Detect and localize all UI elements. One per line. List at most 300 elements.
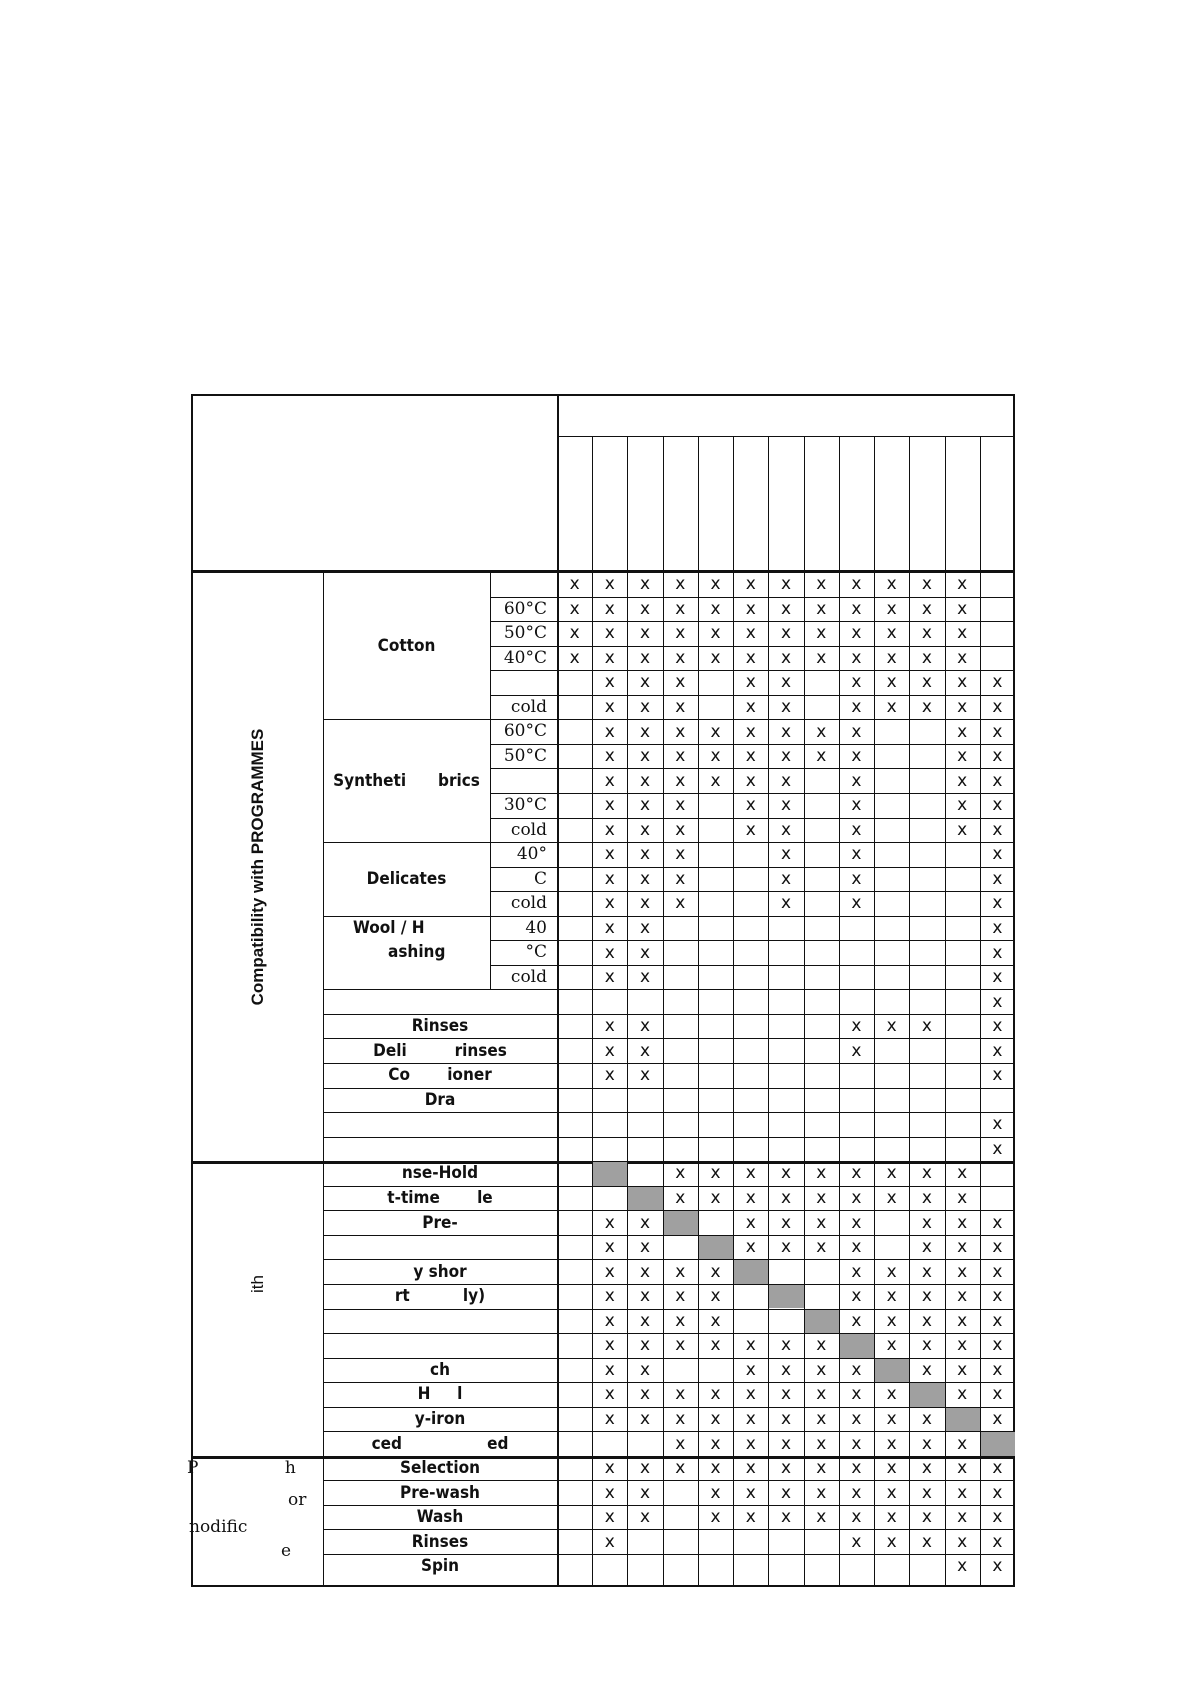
- mark-x: x: [710, 1408, 721, 1429]
- mark-x: x: [710, 721, 721, 742]
- mark-x: x: [640, 697, 651, 718]
- mark-x: x: [675, 844, 686, 865]
- mark-x: x: [604, 1310, 615, 1331]
- mark-x: x: [780, 1188, 792, 1209]
- mark-x: x: [780, 1359, 792, 1380]
- shaded-cell: [699, 1236, 733, 1260]
- mark-x: x: [780, 770, 792, 791]
- mark-x: x: [675, 574, 686, 595]
- mark-x: x: [851, 1016, 862, 1037]
- mark-x: x: [675, 598, 686, 619]
- header-subline: [557, 436, 1015, 437]
- mark-x: x: [640, 795, 651, 816]
- shaded-cell: [981, 1432, 1015, 1456]
- mark-x: x: [992, 893, 1003, 914]
- mark-x: x: [745, 1384, 756, 1405]
- mark-x: x: [569, 647, 580, 668]
- mark-x: x: [851, 1212, 862, 1233]
- mark-x: x: [710, 1188, 721, 1209]
- mark-x: x: [675, 672, 686, 693]
- mark-x: x: [780, 868, 792, 889]
- mark-x: x: [957, 795, 968, 816]
- mark-x: x: [675, 1310, 686, 1331]
- mark-x: x: [957, 1556, 968, 1577]
- mark-x: x: [604, 770, 615, 791]
- mark-x: x: [675, 1261, 686, 1282]
- row-temp: °C: [525, 942, 547, 963]
- mark-x: x: [992, 967, 1003, 988]
- group-cotton: Cotton: [377, 635, 436, 656]
- group-wool-line1: Wool / H: [353, 917, 425, 938]
- mark-x: x: [816, 1212, 827, 1233]
- mark-x: x: [640, 1040, 651, 1061]
- mark-x: x: [780, 1408, 792, 1429]
- mark-x: x: [640, 1065, 651, 1086]
- mark-x: x: [604, 795, 615, 816]
- mark-x: x: [640, 1212, 651, 1233]
- section-options: ith: [248, 1274, 267, 1293]
- shaded-cell: [734, 1260, 768, 1284]
- mark-x: x: [675, 1384, 686, 1405]
- mark-x: x: [604, 647, 615, 668]
- row-line: [490, 965, 1015, 966]
- shaded-cell: [664, 1211, 698, 1235]
- mark-x: x: [710, 1261, 721, 1282]
- mark-x: x: [780, 893, 792, 914]
- row-label: t-time le: [387, 1188, 493, 1209]
- mark-x: x: [780, 1482, 792, 1503]
- group-synthetic: Syntheti brics: [333, 770, 480, 791]
- mark-x: x: [816, 1433, 827, 1454]
- mark-x: x: [886, 574, 897, 595]
- mark-x: x: [745, 721, 756, 742]
- mark-x: x: [992, 746, 1003, 767]
- mark-x: x: [816, 1335, 827, 1356]
- row-temp: cold: [510, 696, 547, 717]
- row-label: rt ly): [394, 1286, 486, 1307]
- mark-x: x: [886, 1335, 897, 1356]
- row-temp: C: [533, 868, 547, 889]
- mark-x: x: [745, 1212, 756, 1233]
- row-temp: 60°C: [503, 721, 547, 742]
- mark-x: x: [745, 770, 756, 791]
- mark-x: x: [921, 1433, 932, 1454]
- row-temp: cold: [510, 819, 547, 840]
- mark-x: x: [992, 1458, 1003, 1479]
- mark-x: x: [745, 1433, 756, 1454]
- mark-x: x: [780, 1507, 792, 1528]
- mark-x: x: [957, 1261, 968, 1282]
- shaded-cell: [593, 1162, 627, 1186]
- row-label: ch: [430, 1359, 450, 1380]
- row-label: Rinses: [411, 1016, 469, 1037]
- mark-x: x: [816, 1482, 827, 1503]
- mark-x: x: [816, 1188, 827, 1209]
- mark-x: x: [816, 1359, 827, 1380]
- mark-x: x: [640, 868, 651, 889]
- mark-x: x: [640, 1507, 651, 1528]
- mark-x: x: [710, 1286, 721, 1307]
- row-temp: 40°C: [503, 647, 547, 668]
- mark-x: x: [992, 770, 1003, 791]
- mark-x: x: [921, 1335, 932, 1356]
- row-line: [323, 916, 1015, 917]
- mark-x: x: [921, 1359, 932, 1380]
- mark-x: x: [886, 1163, 897, 1184]
- mark-x: x: [640, 746, 651, 767]
- mark-x: x: [569, 574, 580, 595]
- mark-x: x: [851, 795, 862, 816]
- mark-x: x: [921, 697, 932, 718]
- mark-x: x: [780, 672, 792, 693]
- mark-x: x: [957, 1237, 968, 1258]
- mark-x: x: [604, 844, 615, 865]
- row-label: y shor: [413, 1261, 467, 1282]
- mark-x: x: [604, 1261, 615, 1282]
- section-modify-text: or: [288, 1490, 307, 1511]
- mark-x: x: [745, 1507, 756, 1528]
- mark-x: x: [957, 1335, 968, 1356]
- mark-x: x: [780, 721, 792, 742]
- mark-x: x: [745, 1335, 756, 1356]
- mark-x: x: [604, 1531, 615, 1552]
- mark-x: x: [710, 1482, 721, 1503]
- mark-x: x: [675, 697, 686, 718]
- mark-x: x: [957, 1359, 968, 1380]
- mark-x: x: [745, 697, 756, 718]
- mark-x: x: [710, 647, 721, 668]
- temp-col-line: [490, 572, 491, 989]
- mark-x: x: [992, 1114, 1003, 1135]
- mark-x: x: [992, 844, 1003, 865]
- mark-x: x: [640, 1482, 651, 1503]
- mark-x: x: [745, 598, 756, 619]
- mark-x: x: [851, 1188, 862, 1209]
- mark-x: x: [957, 1384, 968, 1405]
- row-label: Spin: [420, 1556, 460, 1577]
- mark-x: x: [886, 1286, 897, 1307]
- mark-x: x: [604, 697, 615, 718]
- mark-x: x: [816, 746, 827, 767]
- mark-x: x: [780, 623, 792, 644]
- mark-x: x: [745, 1188, 756, 1209]
- mark-x: x: [921, 1531, 932, 1552]
- mark-x: x: [604, 1359, 615, 1380]
- mark-x: x: [886, 697, 897, 718]
- mark-x: x: [886, 1384, 897, 1405]
- row-line: [490, 867, 1015, 868]
- row-temp: 40: [525, 917, 547, 938]
- mark-x: x: [604, 1237, 615, 1258]
- mark-x: x: [710, 770, 721, 791]
- mark-x: x: [921, 1188, 932, 1209]
- mark-x: x: [957, 1310, 968, 1331]
- mark-x: x: [640, 967, 651, 988]
- mark-x: x: [640, 1286, 651, 1307]
- mark-x: x: [710, 574, 721, 595]
- row-temp: cold: [510, 893, 547, 914]
- row-label: Wash: [416, 1507, 464, 1528]
- mark-x: x: [675, 721, 686, 742]
- mark-x: x: [992, 721, 1003, 742]
- row-label: nse-Hold: [401, 1163, 479, 1184]
- mark-x: x: [886, 1507, 897, 1528]
- group-wool-line2: ashing: [388, 942, 446, 963]
- mark-x: x: [604, 1507, 615, 1528]
- mark-x: x: [780, 1433, 792, 1454]
- mark-x: x: [992, 819, 1003, 840]
- mark-x: x: [957, 598, 968, 619]
- mark-x: x: [921, 672, 932, 693]
- mark-x: x: [816, 1237, 827, 1258]
- mark-x: x: [851, 697, 862, 718]
- mark-x: x: [992, 1408, 1003, 1429]
- group-delicates: Delicates: [366, 868, 447, 889]
- mark-x: x: [640, 893, 651, 914]
- shaded-cell: [910, 1383, 944, 1407]
- mark-x: x: [780, 844, 792, 865]
- mark-x: x: [780, 697, 792, 718]
- mark-x: x: [957, 1507, 968, 1528]
- mark-x: x: [992, 1040, 1003, 1061]
- shaded-cell: [628, 1187, 662, 1211]
- mark-x: x: [851, 1237, 862, 1258]
- mark-x: x: [992, 1138, 1003, 1159]
- mark-x: x: [992, 942, 1003, 963]
- row-label: H l: [417, 1384, 463, 1405]
- mark-x: x: [780, 574, 792, 595]
- mark-x: x: [921, 1310, 932, 1331]
- mark-x: x: [851, 574, 862, 595]
- mark-x: x: [921, 1408, 932, 1429]
- mark-x: x: [921, 1016, 932, 1037]
- row-label: Co ioner: [388, 1065, 492, 1086]
- mark-x: x: [816, 574, 827, 595]
- mark-x: x: [640, 1335, 651, 1356]
- mark-x: x: [992, 1507, 1003, 1528]
- mark-x: x: [710, 1163, 721, 1184]
- mark-x: x: [640, 770, 651, 791]
- mark-x: x: [604, 1065, 615, 1086]
- mark-x: x: [710, 1384, 721, 1405]
- mark-x: x: [992, 1261, 1003, 1282]
- mark-x: x: [992, 1556, 1003, 1577]
- mark-x: x: [886, 623, 897, 644]
- mark-x: x: [710, 1458, 721, 1479]
- mark-x: x: [569, 623, 580, 644]
- mark-x: x: [921, 598, 932, 619]
- mark-x: x: [851, 844, 862, 865]
- mark-x: x: [604, 746, 615, 767]
- mark-x: x: [992, 1482, 1003, 1503]
- mark-x: x: [851, 746, 862, 767]
- row-line: [490, 891, 1015, 892]
- mark-x: x: [604, 721, 615, 742]
- mark-x: x: [851, 1261, 862, 1282]
- mark-x: x: [816, 623, 827, 644]
- mark-x: x: [640, 1310, 651, 1331]
- mark-x: x: [992, 1359, 1003, 1380]
- shaded-cell: [875, 1359, 909, 1383]
- mark-x: x: [992, 917, 1003, 938]
- mark-x: x: [992, 1212, 1003, 1233]
- mark-x: x: [957, 672, 968, 693]
- mark-x: x: [675, 1433, 686, 1454]
- mark-x: x: [921, 1286, 932, 1307]
- mark-x: x: [851, 893, 862, 914]
- mark-x: x: [745, 647, 756, 668]
- mark-x: x: [851, 672, 862, 693]
- mark-x: x: [957, 1286, 968, 1307]
- mark-x: x: [921, 1237, 932, 1258]
- mark-x: x: [604, 598, 615, 619]
- mark-x: x: [921, 1212, 932, 1233]
- row-temp: 50°C: [503, 745, 547, 766]
- mark-x: x: [886, 1261, 897, 1282]
- mark-x: x: [957, 1531, 968, 1552]
- mark-x: x: [604, 623, 615, 644]
- mark-x: x: [992, 672, 1003, 693]
- row-line: [323, 989, 1015, 990]
- mark-x: x: [851, 647, 862, 668]
- mark-x: x: [851, 1040, 862, 1061]
- mark-x: x: [710, 1335, 721, 1356]
- mark-x: x: [957, 770, 968, 791]
- mark-x: x: [640, 844, 651, 865]
- mark-x: x: [851, 868, 862, 889]
- mark-x: x: [675, 647, 686, 668]
- row-label: y-iron: [414, 1408, 466, 1429]
- row-label: Pre-: [422, 1212, 458, 1233]
- row-label: Deli rinses: [373, 1040, 507, 1061]
- mark-x: x: [710, 746, 721, 767]
- mark-x: x: [780, 1458, 792, 1479]
- mark-x: x: [992, 1384, 1003, 1405]
- mark-x: x: [992, 1335, 1003, 1356]
- row-temp: 60°C: [503, 598, 547, 619]
- mark-x: x: [992, 991, 1003, 1012]
- mark-x: x: [675, 1286, 686, 1307]
- section-modify-text: nodific: [189, 1516, 248, 1537]
- mark-x: x: [675, 1458, 686, 1479]
- mark-x: x: [640, 917, 651, 938]
- row-temp: 50°C: [503, 623, 547, 644]
- mark-x: x: [957, 623, 968, 644]
- mark-x: x: [604, 1212, 615, 1233]
- mark-x: x: [851, 1433, 862, 1454]
- mark-x: x: [745, 1482, 756, 1503]
- mark-x: x: [851, 598, 862, 619]
- mark-x: x: [921, 1507, 932, 1528]
- mark-x: x: [957, 1163, 968, 1184]
- mark-x: x: [604, 868, 615, 889]
- mark-x: x: [640, 1016, 651, 1037]
- mark-x: x: [851, 623, 862, 644]
- mark-x: x: [745, 574, 756, 595]
- mark-x: x: [816, 1163, 827, 1184]
- mark-x: x: [675, 868, 686, 889]
- mark-x: x: [921, 1458, 932, 1479]
- mark-x: x: [604, 1016, 615, 1037]
- mark-x: x: [780, 647, 792, 668]
- mark-x: x: [604, 1384, 615, 1405]
- mark-x: x: [992, 697, 1003, 718]
- mark-x: x: [921, 574, 932, 595]
- mark-x: x: [675, 623, 686, 644]
- mark-x: x: [921, 1163, 932, 1184]
- mark-x: x: [957, 1212, 968, 1233]
- mark-x: x: [886, 1531, 897, 1552]
- mark-x: x: [640, 598, 651, 619]
- mark-x: x: [992, 1016, 1003, 1037]
- mark-x: x: [604, 1040, 615, 1061]
- mark-x: x: [957, 721, 968, 742]
- mark-x: x: [816, 1384, 827, 1405]
- mark-x: x: [886, 672, 897, 693]
- mark-x: x: [745, 1408, 756, 1429]
- row-temp: cold: [510, 966, 547, 987]
- mark-x: x: [992, 1286, 1003, 1307]
- mark-x: x: [675, 819, 686, 840]
- mark-x: x: [604, 1458, 615, 1479]
- mark-x: x: [780, 1212, 792, 1233]
- mark-x: x: [851, 1286, 862, 1307]
- mark-x: x: [780, 1384, 792, 1405]
- mark-x: x: [640, 721, 651, 742]
- mark-x: x: [675, 1188, 686, 1209]
- mark-x: x: [604, 942, 615, 963]
- mark-x: x: [992, 1531, 1003, 1552]
- mark-x: x: [992, 868, 1003, 889]
- row-line: [490, 940, 1015, 941]
- mark-x: x: [886, 1188, 897, 1209]
- mark-x: x: [957, 697, 968, 718]
- row-label: Rinses: [411, 1531, 469, 1552]
- mark-x: x: [675, 795, 686, 816]
- mark-x: x: [604, 574, 615, 595]
- mark-x: x: [640, 1359, 651, 1380]
- mark-x: x: [921, 623, 932, 644]
- mark-x: x: [886, 1310, 897, 1331]
- mark-x: x: [780, 1237, 792, 1258]
- row-temp: 40°: [516, 844, 547, 865]
- mark-x: x: [921, 647, 932, 668]
- mark-x: x: [992, 1310, 1003, 1331]
- mark-x: x: [640, 1384, 651, 1405]
- mark-x: x: [851, 1359, 862, 1380]
- mark-x: x: [640, 1237, 651, 1258]
- mark-x: x: [604, 893, 615, 914]
- mark-x: x: [604, 1335, 615, 1356]
- mark-x: x: [604, 819, 615, 840]
- mark-x: x: [710, 623, 721, 644]
- row-label: Pre-wash: [400, 1482, 480, 1503]
- mark-x: x: [604, 1286, 615, 1307]
- mark-x: x: [816, 1458, 827, 1479]
- mark-x: x: [957, 819, 968, 840]
- mark-x: x: [710, 1310, 721, 1331]
- mark-x: x: [957, 574, 968, 595]
- mark-x: x: [816, 598, 827, 619]
- mark-x: x: [780, 746, 792, 767]
- section-modify-text: P h: [187, 1457, 296, 1478]
- mark-x: x: [710, 1507, 721, 1528]
- row-line: [323, 1137, 1015, 1138]
- mark-x: x: [851, 1531, 862, 1552]
- mark-x: x: [745, 1359, 756, 1380]
- mark-x: x: [640, 574, 651, 595]
- mark-x: x: [604, 1408, 615, 1429]
